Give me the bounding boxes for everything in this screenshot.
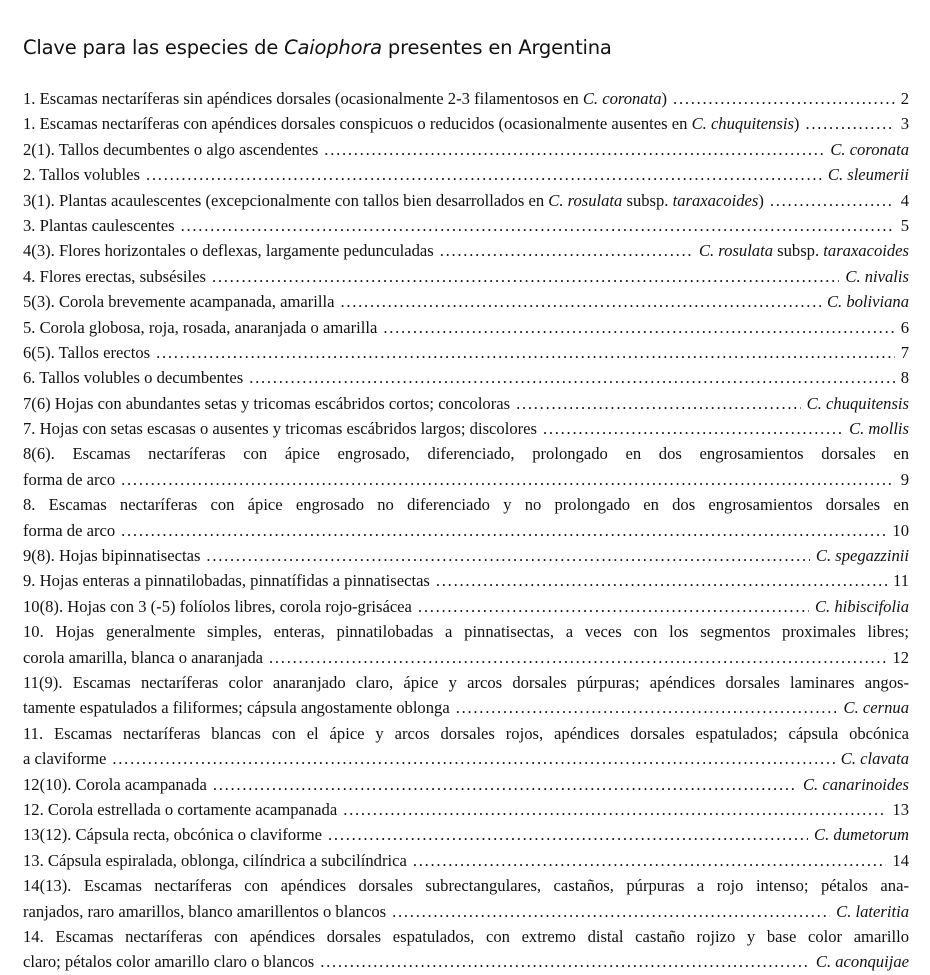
key-line-target: 2 xyxy=(900,89,909,108)
key-line-wrapped: 11(9). Escamas nectaríferas color anaranjado claro, ápice y arcos dorsales púrpuras; apéndices dorsales laminares angos- xyxy=(23,672,909,692)
dot-leader xyxy=(213,772,797,797)
dot-leader xyxy=(156,340,895,365)
key-line-target: C. mollis xyxy=(849,419,909,439)
key-line xyxy=(23,645,909,670)
dot-leader xyxy=(206,543,809,568)
key-line xyxy=(23,543,909,568)
key-line-target: C. rosulata subsp. taraxacoides xyxy=(698,241,909,261)
dot-leader xyxy=(320,949,810,974)
key-line-text: forma de arco xyxy=(23,469,116,489)
key-line-target: 3 xyxy=(900,114,909,134)
key-line xyxy=(23,137,909,162)
key-line-target: C. boliviana xyxy=(826,292,909,312)
key-line-target: 4 xyxy=(900,190,909,210)
key-line-text: ranjados, raro amarillos, blanco amarillentos o blancos xyxy=(23,901,387,921)
key-line xyxy=(23,797,909,822)
key-line-target: 12 xyxy=(892,647,909,667)
key-line-target: C. dumetorum xyxy=(814,825,909,845)
key-line-text: tamente espatulados a filiformes; cápsula angostamente oblonga xyxy=(23,698,450,718)
key-line-text: 1. Escamas nectaríferas con apéndices dorsales conspicuos o reducidos (ocasionalmente ausentes en C. chuquitensis) xyxy=(23,114,800,134)
key-line-target: 10 xyxy=(892,520,909,540)
key-line-text: 2(1). Tallos decumbentes o algo ascendentes xyxy=(23,139,319,159)
key-line-text: 12(10). Corola acampanada xyxy=(23,774,207,794)
dot-leader xyxy=(805,111,894,136)
key-line-text: 10(8). Hojas con 3 (-5) folíolos libres, corola rojo-grisácea xyxy=(23,596,412,616)
dot-leader xyxy=(121,518,886,543)
key-line xyxy=(23,264,909,289)
key-line-target: C. aconquijae xyxy=(815,952,909,972)
dot-leader xyxy=(181,213,895,238)
key-line xyxy=(23,848,909,873)
key-line-target: C. cernua xyxy=(843,698,909,718)
dot-leader xyxy=(269,645,886,670)
key-line-text: 4. Flores erectas, subsésiles xyxy=(23,266,206,286)
dot-leader xyxy=(146,162,822,187)
key-line-wrapped: 11. Escamas nectaríferas blancas con el ápice y arcos dorsales rojos, apéndices dorsales espatulados; cápsula obcónica xyxy=(23,723,909,743)
key-line-wrapped: 8(6). Escamas nectaríferas con ápice engrosado, diferenciado, prolongado en dos engrosamientos dorsales en xyxy=(23,444,909,464)
key-line-text: a claviforme xyxy=(23,749,107,769)
key-line xyxy=(23,213,909,238)
key-line xyxy=(23,518,909,543)
dot-leader xyxy=(436,568,887,593)
key-line xyxy=(23,111,909,136)
key-line-target: C. canarinoides xyxy=(802,774,909,794)
key-line-target: C. chuquitensis xyxy=(806,393,909,413)
dot-leader xyxy=(112,746,834,771)
key-line xyxy=(23,340,909,365)
key-line-text: 4(3). Flores horizontales o deflexas, largamente pedunculadas xyxy=(23,241,434,261)
dot-leader xyxy=(456,695,838,720)
key-line-target: C. sleumerii xyxy=(827,165,909,185)
dot-leader xyxy=(324,137,824,162)
dot-leader xyxy=(516,391,801,416)
key-line xyxy=(23,188,909,213)
key-line-wrapped: 10. Hojas generalmente simples, enteras, pinnatilobadas a pinnatisectas, a veces con los segmentos proximales libres; xyxy=(23,622,909,642)
dot-leader xyxy=(328,822,808,847)
key-line-text: 6(5). Tallos erectos xyxy=(23,342,151,362)
key-line xyxy=(23,695,909,720)
key-line-target: 8 xyxy=(900,368,909,388)
key-line-target: C. coronata xyxy=(830,139,909,159)
key-line-target: C. hibiscifolia xyxy=(814,596,909,616)
key-line xyxy=(23,289,909,314)
key-line-target: C. nivalis xyxy=(845,266,909,286)
page-title xyxy=(23,36,612,59)
key-line xyxy=(23,86,909,111)
key-line-text: 12. Corola estrellada o cortamente acampanada xyxy=(23,799,338,819)
key-line-target: 14 xyxy=(892,850,909,870)
key-line xyxy=(23,391,909,416)
dot-leader xyxy=(440,238,693,263)
key-line-text: 13. Cápsula espiralada, oblonga, cilíndrica a subcilíndrica xyxy=(23,850,407,870)
key-line-target: 13 xyxy=(892,799,909,819)
key-line-wrapped: 14(13). Escamas nectaríferas con apéndices dorsales subrectangulares, castaños, púrpuras a rojo intenso; pétalos ana- xyxy=(23,876,909,896)
key-line xyxy=(23,746,909,771)
key-line-text: 2. Tallos volubles xyxy=(23,165,140,185)
dot-leader xyxy=(343,797,886,822)
dot-leader xyxy=(418,594,809,619)
key-line-target: 7 xyxy=(900,342,909,362)
key-line-wrapped: 14. Escamas nectaríferas con apéndices dorsales espatulados, con extremo distal castaño rojizo y base color amarillo xyxy=(23,926,909,946)
dot-leader xyxy=(413,848,887,873)
key-line-text: 6. Tallos volubles o decumbentes xyxy=(23,368,244,388)
dot-leader xyxy=(543,416,843,441)
key-line-text: corola amarilla, blanca o anaranjada xyxy=(23,647,264,667)
key-line-target: 6 xyxy=(900,317,909,337)
key-line xyxy=(23,162,909,187)
key-line xyxy=(23,238,909,263)
key-line-text: 5. Corola globosa, roja, rosada, anaranjada o amarilla xyxy=(23,317,378,337)
key-line-target: 9 xyxy=(900,469,909,489)
key-line-target: C. lateritia xyxy=(836,901,909,921)
key-line-text: 9(8). Hojas bipinnatisectas xyxy=(23,546,201,566)
dot-leader xyxy=(673,86,895,111)
title-suffix: presentes en Argentina xyxy=(381,36,612,59)
key-line-text: 7. Hojas con setas escasas o ausentes y tricomas escábridos largos; discolores xyxy=(23,419,537,439)
key-line-target: C. spegazzinii xyxy=(815,546,909,566)
key-line-text: 3. Plantas caulescentes xyxy=(23,215,175,235)
dot-leader xyxy=(212,264,839,289)
key-line xyxy=(23,568,909,593)
key-line xyxy=(23,949,909,974)
key-line-text: 13(12). Cápsula recta, obcónica o claviforme xyxy=(23,825,323,845)
key-line xyxy=(23,467,909,492)
key-line-text: forma de arco xyxy=(23,520,116,540)
key-line xyxy=(23,899,909,924)
key-line-wrapped: 8. Escamas nectaríferas con ápice engrosado no diferenciado y no prolongado en dos engrosamientos dorsales en xyxy=(23,495,909,515)
key-line xyxy=(23,416,909,441)
key-line-text: 1. Escamas nectaríferas sin apéndices dorsales (ocasionalmente 2-3 filamentosos en C. coronata) xyxy=(23,89,668,108)
key-line-text: 3(1). Plantas acaulescentes (excepcionalmente con tallos bien desarrollados en C. rosulata subsp. taraxacoides) xyxy=(23,190,764,210)
title-prefix: Clave para las especies de xyxy=(23,36,285,59)
key-line xyxy=(23,365,909,390)
key-line xyxy=(23,822,909,847)
key-line-text: claro; pétalos color amarillo claro o blancos xyxy=(23,952,315,972)
key-line-text: 5(3). Corola brevemente acampanada, amarilla xyxy=(23,292,335,312)
key-line xyxy=(23,594,909,619)
dot-leader xyxy=(770,188,895,213)
key-line-target: 11 xyxy=(893,571,909,591)
key-line-target: C. clavata xyxy=(840,749,909,769)
dot-leader xyxy=(383,315,894,340)
identification-key xyxy=(23,86,909,975)
key-line xyxy=(23,772,909,797)
title-genus: Caiophora xyxy=(284,36,382,59)
key-line-text: 9. Hojas enteras a pinnatilobadas, pinnatífidas a pinnatisectas xyxy=(23,571,430,591)
dot-leader xyxy=(249,365,894,390)
dot-leader xyxy=(392,899,830,924)
dot-leader xyxy=(121,467,895,492)
key-line-text: 7(6) Hojas con abundantes setas y tricomas escábridos cortos; concoloras xyxy=(23,393,511,413)
dot-leader xyxy=(340,289,821,314)
key-line xyxy=(23,315,909,340)
key-line-target: 5 xyxy=(900,215,909,235)
